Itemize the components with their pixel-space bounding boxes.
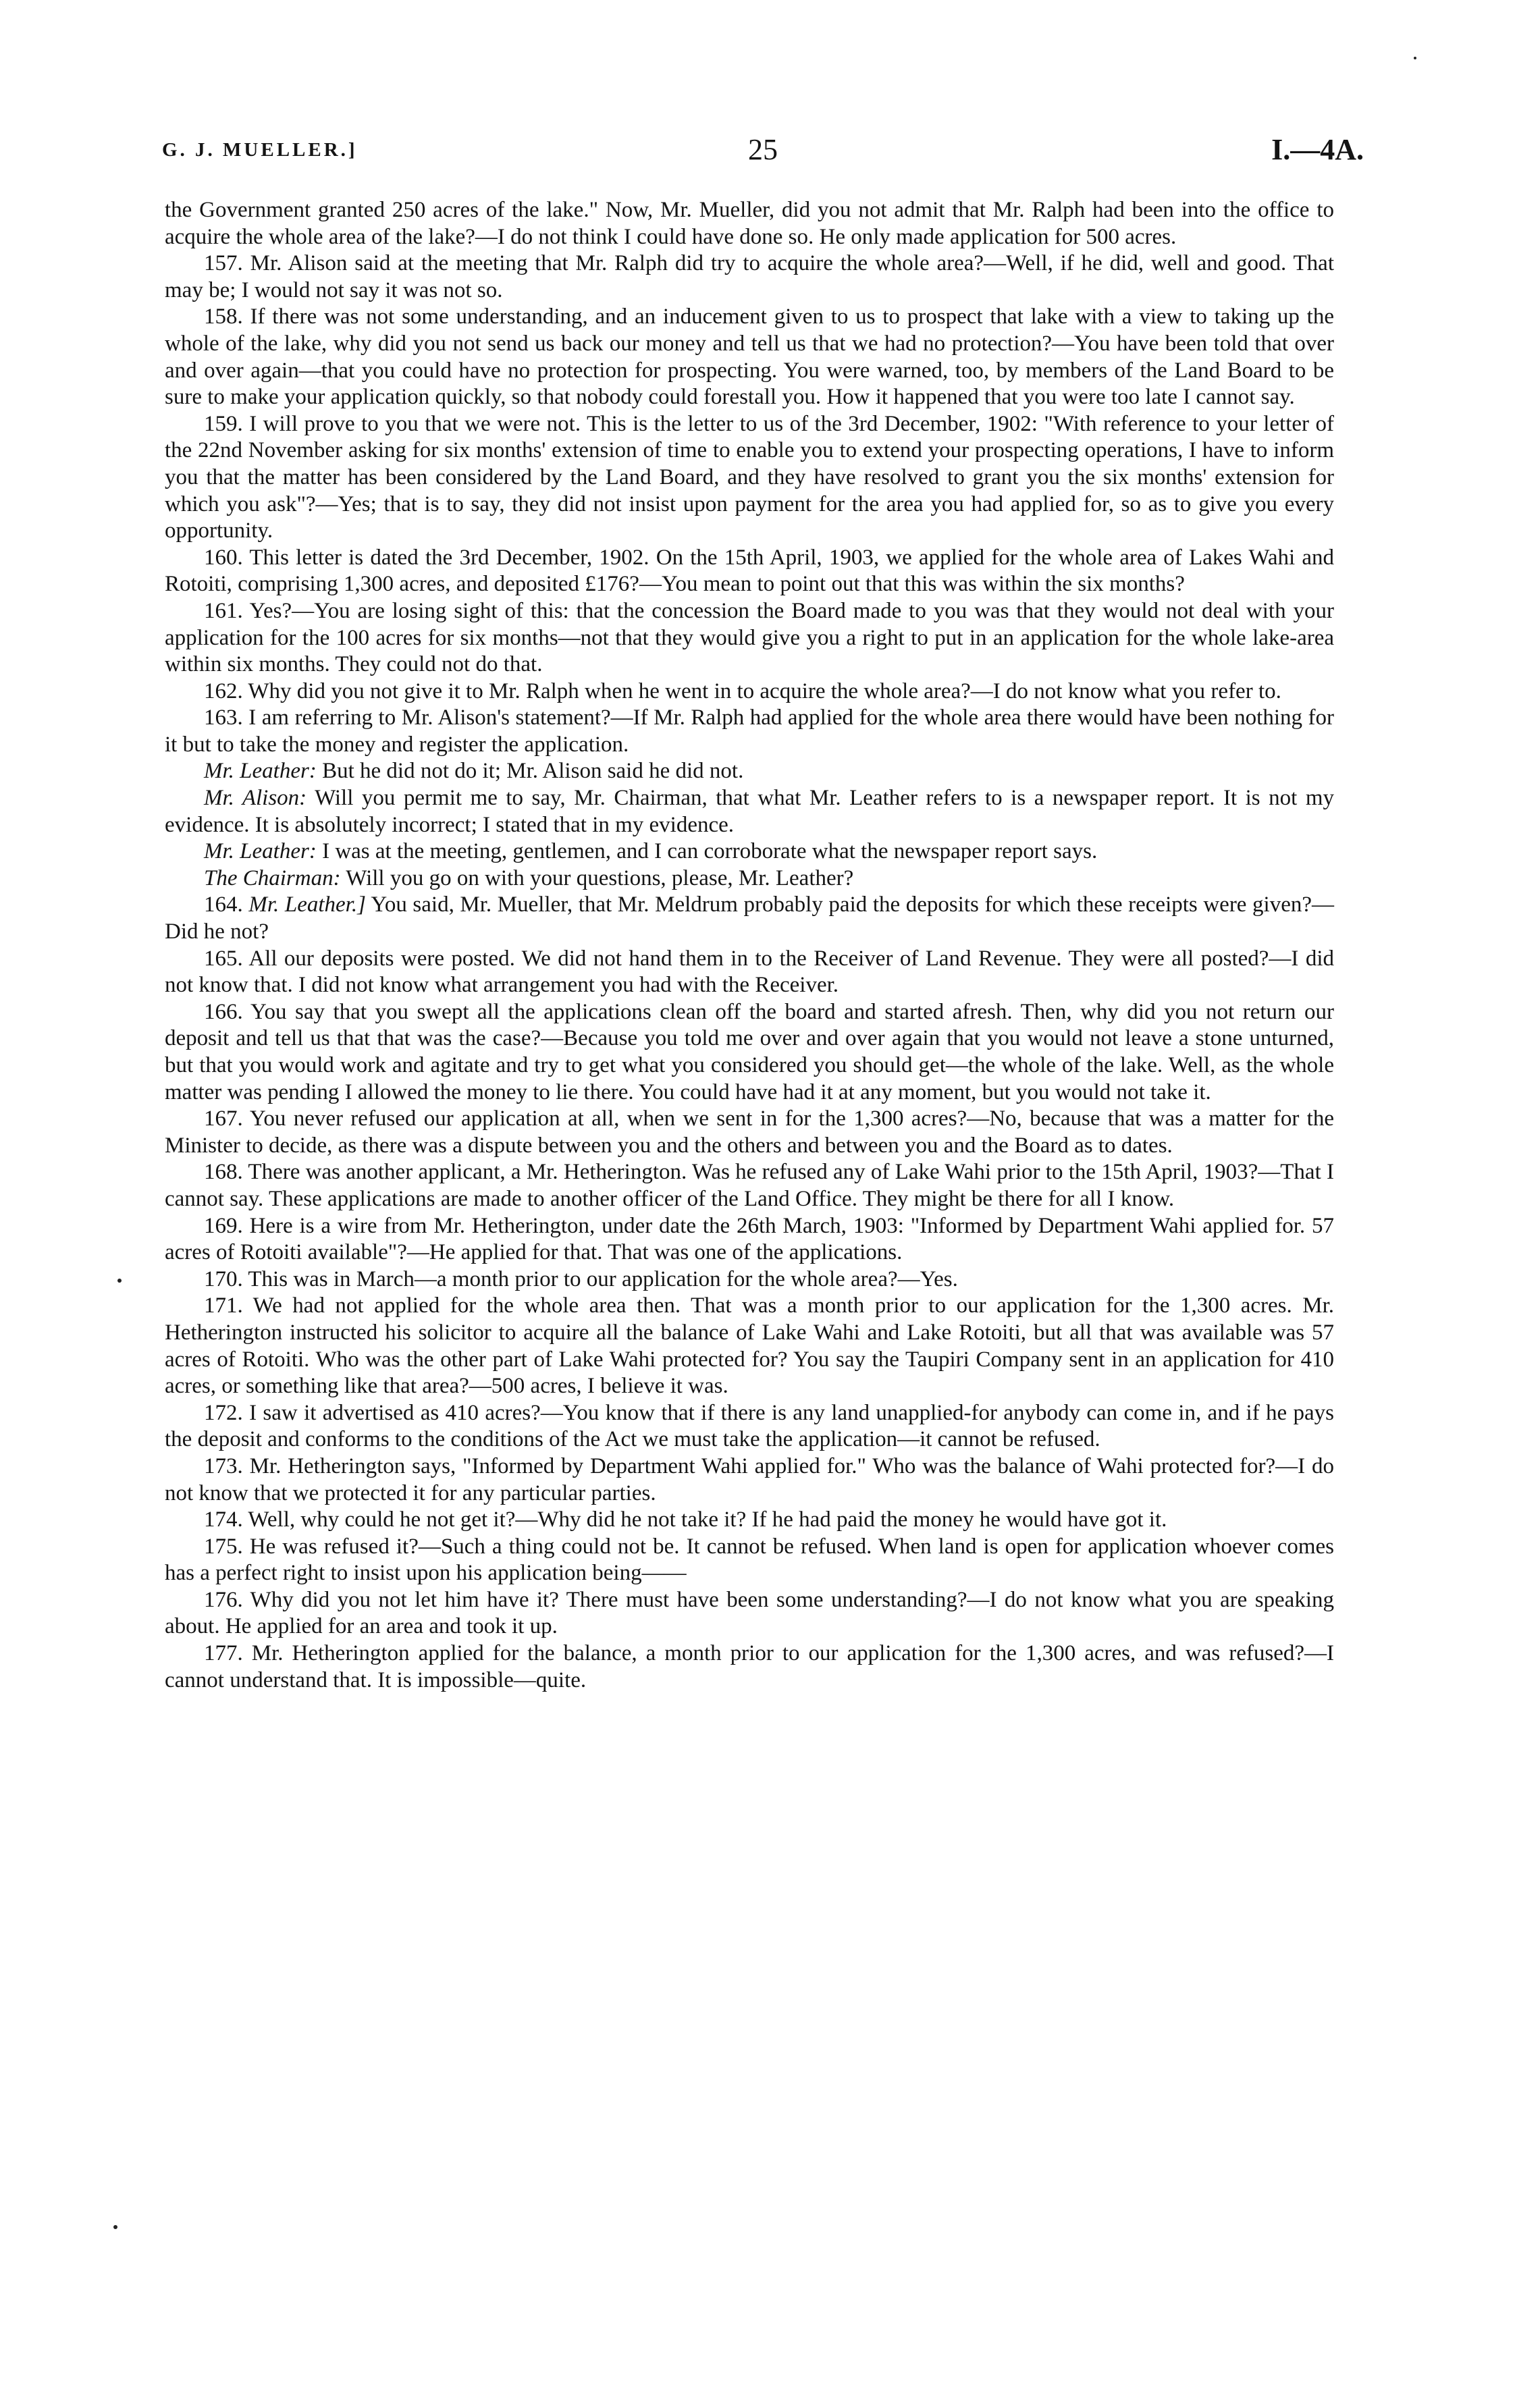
paragraph-text: 161. Yes?—You are losing sight of this: that the concession the Board made to you was that they would not deal with your application for the 100 acres for six months—not that they would give you a right to put in an application for the whole lake-area within six months. They could not do that. [165, 598, 1334, 677]
testimony-paragraph [165, 1400, 1334, 1453]
testimony-paragraph [165, 197, 1334, 250]
paragraph-text: 158. If there was not some understanding, and an inducement given to us to prospect that lake with a view to taking up the whole of the lake, why did you not send us back our money and tell us that we had no protection?—You have been told that over and over again—that you could have no protection for prospecting. You were warned, too, by members of the Land Board to be sure to make your application quickly, so that nobody could forestall you. How it happened that you were too late I cannot say. [165, 304, 1334, 410]
paragraph-text: 173. Mr. Hetherington says, "Informed by Department Wahi applied for." Who was the balance of Wahi protected for?—I do not know that we protected it for any particular parties. [165, 1453, 1334, 1505]
testimony-paragraph [165, 705, 1334, 758]
paragraph-text: 159. I will prove to you that we were not. This is the letter to us of the 3rd December, 1902: "With reference to your letter of the 22nd November asking for six months' extension of time to enable you to extend your prospecting operations, I have to inform you that the matter has been considered by the Land Board, and they have resolved to grant you the six months' extension for which you ask"?—Yes; that is to say, they did not insist upon payment for the area you had applied for, so as to give you every opportunity. [165, 411, 1334, 543]
testimony-paragraph [165, 785, 1334, 838]
paragraph-text: You said, Mr. Mueller, that Mr. Meldrum probably paid the deposits for which these receipts were given?—Did he not? [165, 892, 1334, 944]
paragraph-text: 169. Here is a wire from Mr. Hetherington, under date the 26th March, 1903: "Informed by Department Wahi applied for. 57 acres of Rotoiti available"?—He applied for that. That was one of the applications. [165, 1213, 1334, 1265]
paragraph-text: the Government granted 250 acres of the lake." Now, Mr. Mueller, did you not admit that Mr. Ralph had been into the office to acquire the whole area of the lake?—I do not think I could have done so. He only made application for 500 acres. [165, 198, 1334, 249]
testimony-paragraph [165, 1587, 1334, 1640]
paragraph-text: 176. Why did you not let him have it? There must have been some understanding?—I do not know what you are speaking about. He applied for an area and took it up. [165, 1587, 1334, 1639]
document-reference: I.—4A. [1271, 133, 1364, 166]
paragraph-text: I was at the meeting, gentlemen, and I can corroborate what the newspaper report says. [322, 839, 1098, 864]
paragraph-text: Will you permit me to say, Mr. Chairman, that what Mr. Leather refers to is a newspaper report. It is not my evidence. It is absolutely incorrect; I stated that in my evidence. [165, 786, 1334, 837]
testimony-paragraph [165, 946, 1334, 999]
testimony-paragraph [165, 758, 1334, 785]
testimony-paragraph [165, 1507, 1334, 1534]
testimony-paragraph [165, 865, 1334, 892]
margin-mark [117, 1279, 122, 1283]
speaker-label: The Chairman: [204, 865, 341, 890]
testimony-paragraph [165, 1213, 1334, 1266]
testimony-paragraph [165, 892, 1334, 945]
testimony-paragraph [165, 1453, 1334, 1507]
paragraph-text: 174. Well, why could he not get it?—Why did he not take it? If he had paid the money he would have got it. [204, 1507, 1167, 1532]
speaker-label: Mr. Leather: [204, 759, 317, 784]
speaker-label: Mr. Leather: [204, 839, 317, 864]
question-number: 164. [204, 892, 243, 917]
paragraph-text: 166. You say that you swept all the applications clean off the board and started afresh. Then, why did you not return our deposit and tell us that that was the case?—Because you told me over and over again that you would not leave a stone unturned, but that you would work and agitate and try to get what you considered you should get—the whole of the lake. Well, as the whole matter was pending I allowed the money to lie there. You could have had it at any moment, but you would not take it. [165, 999, 1334, 1104]
header-witness-name: G. J. MUELLER.] [162, 139, 358, 161]
margin-mark [113, 2225, 117, 2229]
paragraph-text: Will you go on with your questions, please, Mr. Leather? [346, 865, 854, 890]
testimony-paragraph [165, 250, 1334, 304]
testimony-paragraph [165, 1293, 1334, 1399]
testimony-paragraph [165, 999, 1334, 1106]
page-number: 25 [748, 133, 778, 166]
testimony-paragraph [165, 1534, 1334, 1587]
paragraph-text: 167. You never refused our application at all, when we sent in for the 1,300 acres?—No, because that was a matter for the Minister to decide, as there was a dispute between you and the others and between you and the Board as to dates. [165, 1106, 1334, 1158]
paragraph-text: 172. I saw it advertised as 410 acres?—You know that if there is any land unapplied-for anybody can come in, and if he pays the deposit and conforms to the conditions of the Act we must take the application—it cannot be refused. [165, 1400, 1334, 1452]
margin-mark [1414, 57, 1416, 59]
page-header [162, 132, 1364, 173]
testimony-paragraph [165, 304, 1334, 410]
testimony-paragraph [165, 1159, 1334, 1212]
testimony-paragraph [165, 678, 1334, 705]
paragraph-text: 160. This letter is dated the 3rd December, 1902. On the 15th April, 1903, we applied for the whole area of Lakes Wahi and Rotoiti, comprising 1,300 acres, and deposited £176?—You mean to point out that this was within the six months? [165, 545, 1334, 597]
paragraph-text: 165. All our deposits were posted. We did not hand them in to the Receiver of Land Revenue. They were all posted?—I did not know that. I did not know what arrangement you had with the Receiver. [165, 946, 1334, 998]
speaker-label: Mr. Alison: [204, 786, 307, 811]
speaker-label: Mr. Leather.] [248, 892, 366, 917]
paragraph-text: 170. This was in March—a month prior to our application for the whole area?—Yes. [204, 1266, 958, 1291]
testimony-body [165, 197, 1334, 1694]
paragraph-text: 157. Mr. Alison said at the meeting that Mr. Ralph did try to acquire the whole area?—Well, if he did, well and good. That may be; I would not say it was not so. [165, 251, 1334, 302]
paragraph-text: 162. Why did you not give it to Mr. Ralph when he went in to acquire the whole area?—I do not know what you refer to. [204, 678, 1281, 703]
paragraph-text: 163. I am referring to Mr. Alison's statement?—If Mr. Ralph had applied for the whole area there would have been nothing for it but to take the money and register the application. [165, 705, 1334, 757]
paragraph-text: But he did not do it; Mr. Alison said he did not. [322, 759, 744, 784]
testimony-paragraph [165, 598, 1334, 678]
testimony-paragraph [165, 1266, 1334, 1293]
paragraph-text: 177. Mr. Hetherington applied for the balance, a month prior to our application for the 1,300 acres, and was refused?—I cannot understand that. It is impossible—quite. [165, 1641, 1334, 1692]
paragraph-text: 171. We had not applied for the whole area then. That was a month prior to our application for the 1,300 acres. Mr. Hetherington instructed his solicitor to acquire all the balance of Lake Wahi and Lake Rotoiti, but all that was available was 57 acres of Rotoiti. Who was the other part of Lake Wahi protected for? You say the Taupiri Company sent in an application for 410 acres, or something like that area?—500 acres, I believe it was. [165, 1293, 1334, 1399]
paragraph-text: 175. He was refused it?—Such a thing could not be. It cannot be refused. When land is open for application whoever comes has a perfect right to insist upon his application being—— [165, 1534, 1334, 1586]
testimony-paragraph [165, 838, 1334, 865]
paragraph-text: 168. There was another applicant, a Mr. Hetherington. Was he refused any of Lake Wahi prior to the 15th April, 1903?—That I cannot say. These applications are made to another officer of the Land Office. They might be there for all I know. [165, 1160, 1334, 1211]
testimony-paragraph [165, 1640, 1334, 1694]
testimony-paragraph [165, 545, 1334, 598]
testimony-paragraph [165, 1106, 1334, 1159]
testimony-paragraph [165, 411, 1334, 545]
